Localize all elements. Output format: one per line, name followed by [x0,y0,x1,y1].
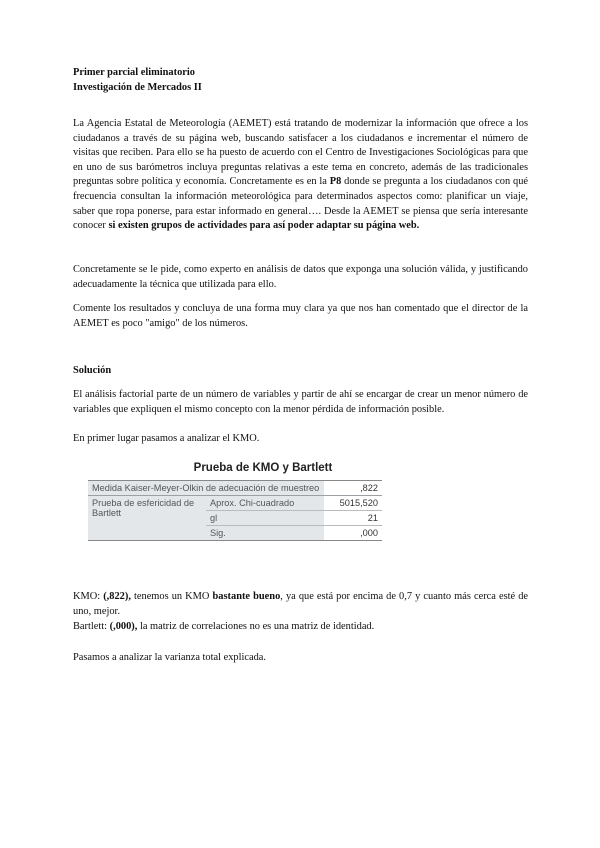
kmo-result-value: (,822), [103,591,131,602]
kmo-result-text: tenemos un KMO [130,591,213,602]
solution-paragraph-1: El análisis factorial parte de un número de variables y partir de ahí se encargar de crear un menor número de variables que expliquen el mismo concepto con la menor pérdida de información posible. [73,389,528,415]
intro-paragraph-3: Comente los resultados y concluya de una forma muy clara ya que nos han comentado que el director de la AEMET es poco "amigo" de los números. [73,303,528,329]
intro-paragraph-2: Concretamente se le pide, como experto en análisis de datos que exponga una solución válida, y justificando adecuadamente la técnica que utilizada para ello. [73,264,528,290]
kmo-table-title: Prueba de KMO y Bartlett [193,462,333,474]
document-header [73,66,528,95]
chi-square-value: 5015,520 [339,498,378,508]
doc-title: Primer parcial eliminatorio [73,67,195,78]
kmo-result-label: KMO: [73,591,104,602]
intro-text: La Agencia Estatal de Meteorología (AEMET) está tratando de modernizar la información que ofrece a los ciudadanos a través de su página web, buscando satisfacer a los ciudadanos e incrementar el número de visitas que reciben. Para ello se ha puesto de acuerdo con el Centro de Investigaciones Sociológicas para que en uno de sus barómetros incluya preguntas relativas a este tema en concreto, además de las tradicionales preguntas sobre política y economía. Concretamente es en la [73,118,528,188]
intro-text-cont: donde se pregunta a los ciudadanos con qué frecuencia consultan la información meteorológica para determinados aspectos como: planificar un viaje, saber que ropa ponerse, para estar informado en general…. Desde la AEMET se piensa que sería interesante conocer [73,176,529,232]
kmo-result-verdict: bastante bueno [212,591,281,602]
bartlett-result-label: Bartlett: [73,621,110,632]
chi-square-label: Aprox. Chi-cuadrado [206,496,324,511]
intro-paragraph-1 [73,117,528,234]
kmo-value: ,822 [324,481,382,496]
bartlett-result-value: (,000), [109,621,138,632]
df-label: gl [206,511,324,526]
next-step-text: Pasamos a analizar la varianza total explicada. [73,652,266,663]
sig-label: Sig. [206,526,324,541]
df-value: 21 [324,511,382,526]
intro-objective: si existen grupos de actividades para así poder adaptar su página web. [108,220,420,232]
kmo-bartlett-table [88,480,382,541]
solution-heading: Solución [73,365,112,376]
bartlett-label: Prueba de esfericidad de Bartlett [88,496,206,541]
kmo-result-text-cont: , ya que está por encima de 0,7 y cuanto más cerca esté de uno, mejor. [73,591,529,617]
bartlett-result-text: la matriz de correlaciones no es una matriz de identidad. [137,621,375,632]
solution-paragraph-2: En primer lugar pasamos a analizar el KMO. [73,433,260,444]
sig-value: ,000 [324,526,382,541]
doc-subtitle: Investigación de Mercados II [73,81,202,93]
kmo-label: Medida Kaiser-Meyer-Olkin de adecuación de muestreo [88,481,324,496]
bartlett-result [73,620,528,635]
intro-question-ref: P8 [329,176,342,188]
kmo-result [73,590,528,619]
